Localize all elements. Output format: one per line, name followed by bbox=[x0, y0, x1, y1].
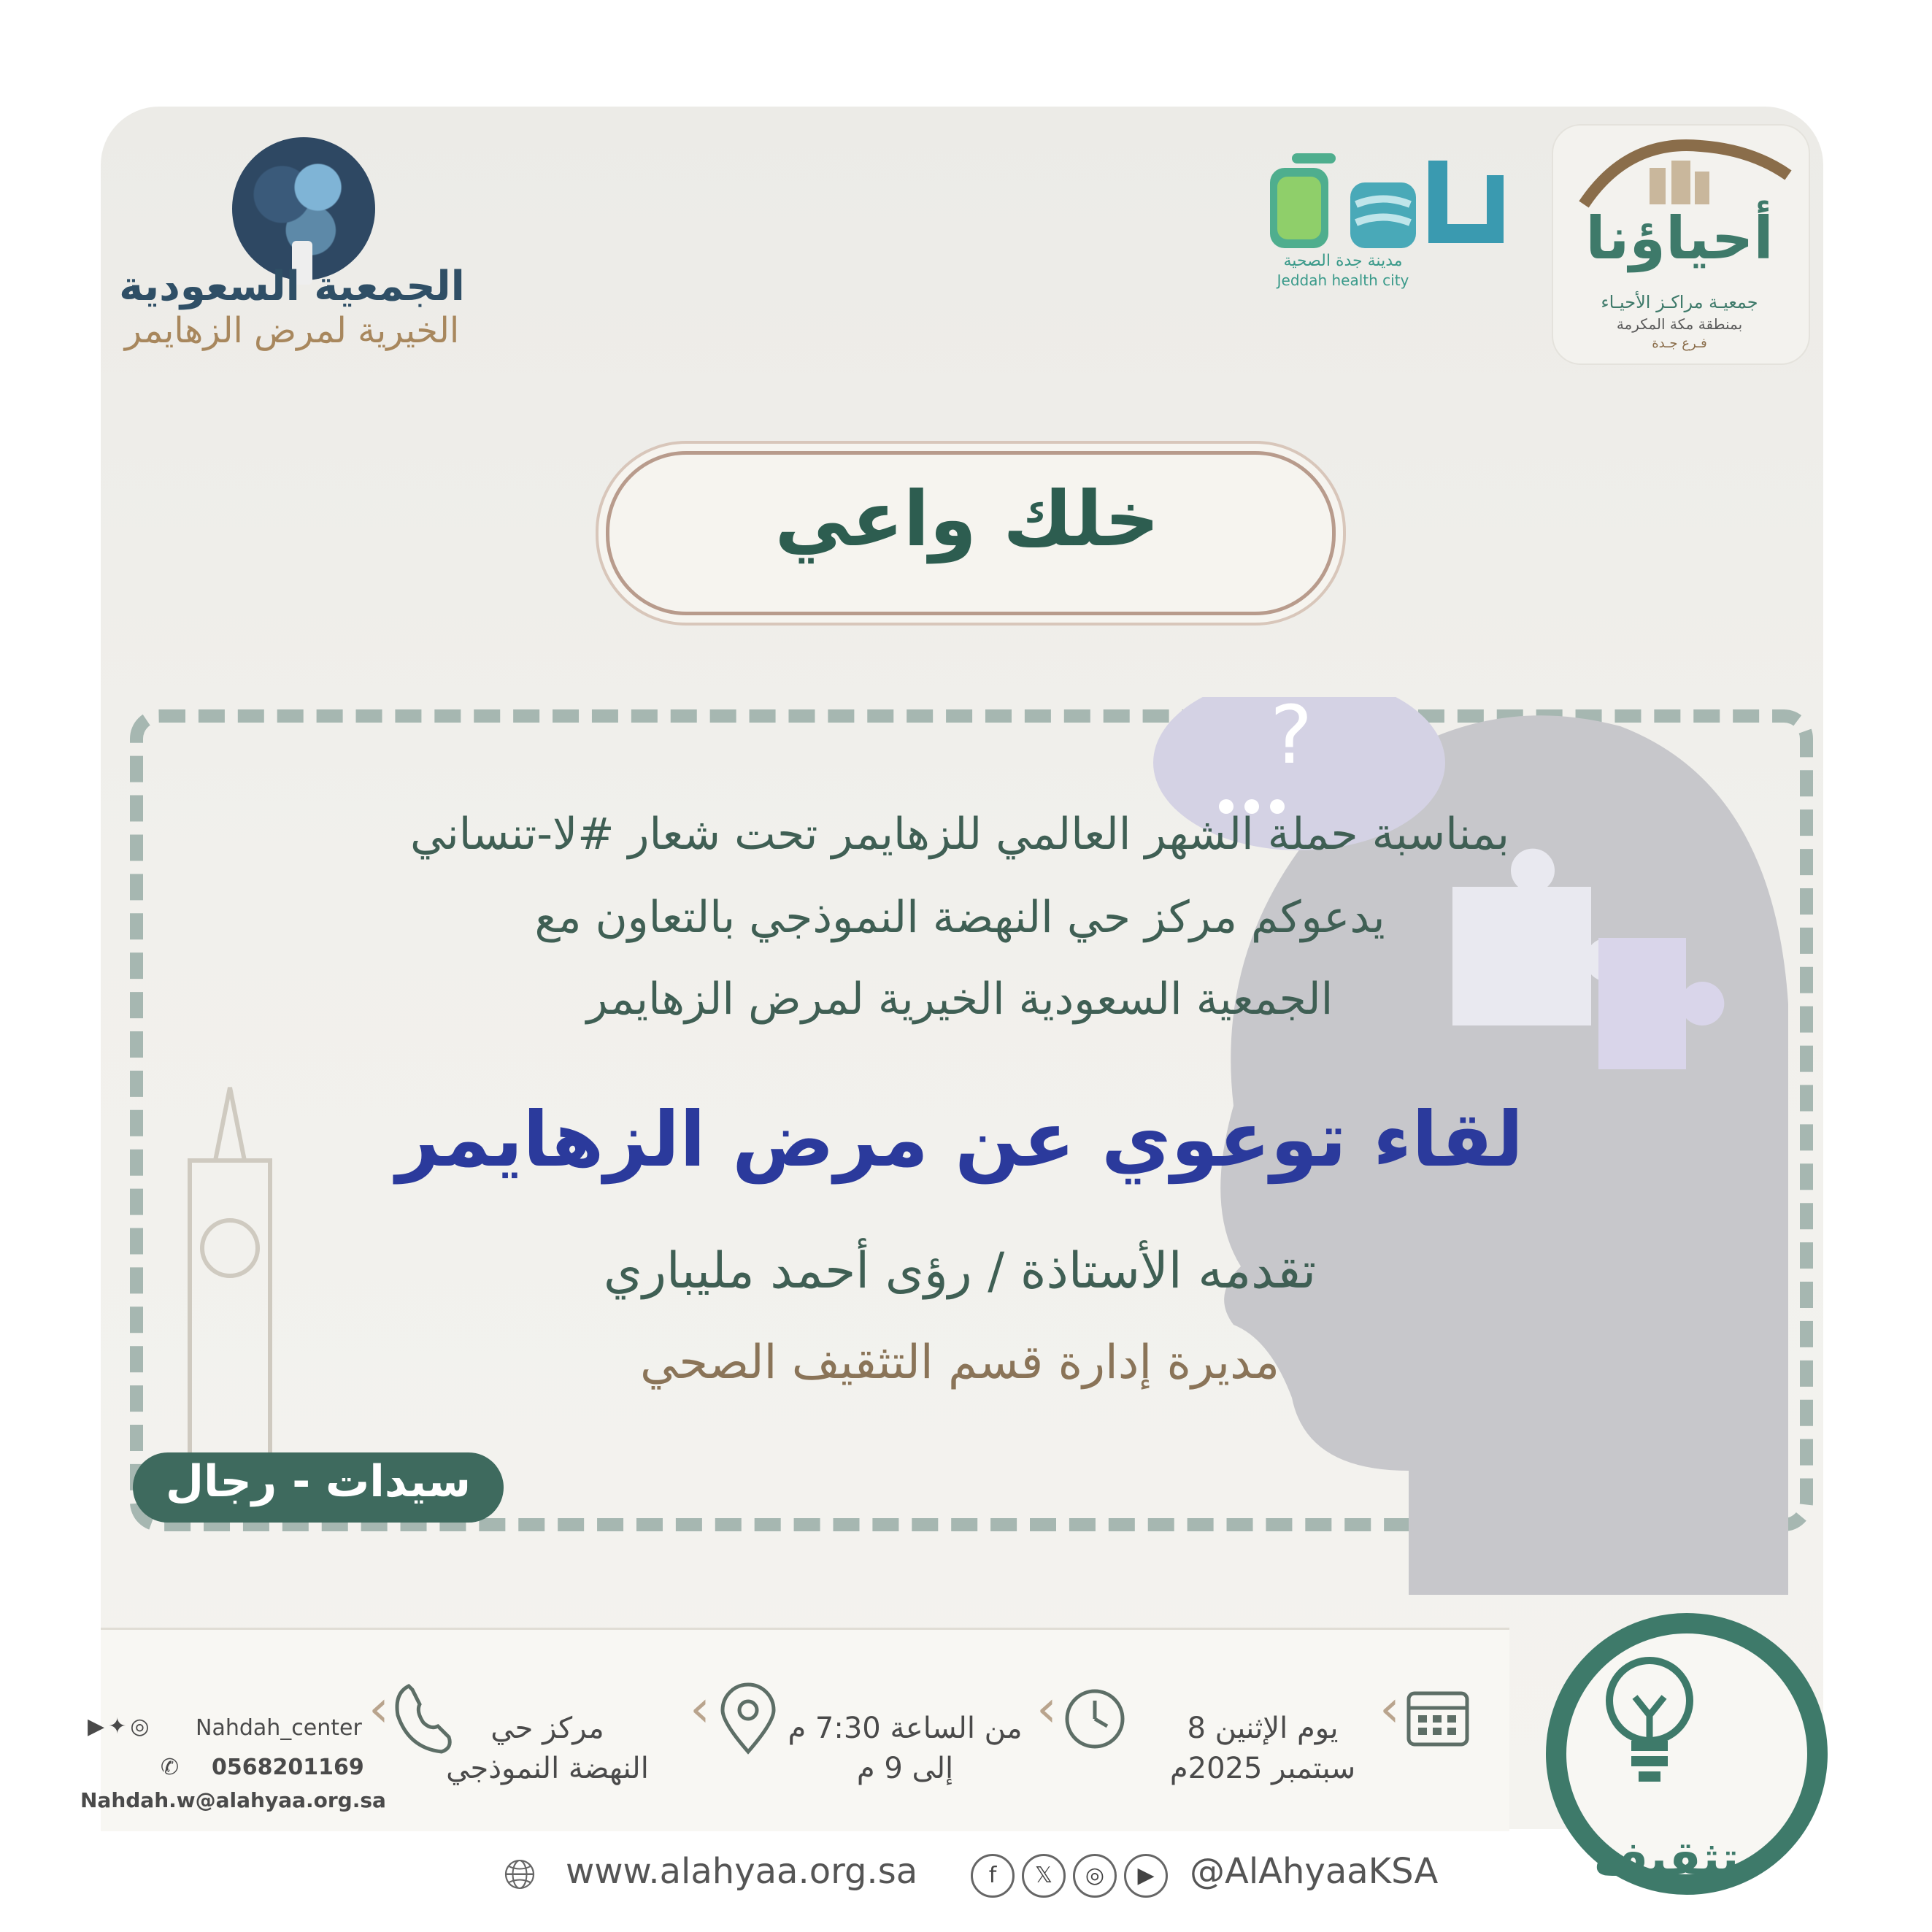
social-icons-small bbox=[88, 1714, 168, 1740]
website-link[interactable]: www.alahyaa.org.sa bbox=[566, 1851, 918, 1892]
audience-label: سيدات - رجال bbox=[165, 1456, 472, 1507]
event-place-line1: مركز حي bbox=[490, 1712, 604, 1745]
svg-text:?: ? bbox=[1270, 697, 1313, 782]
youtube-icon[interactable]: ▶ bbox=[88, 1714, 105, 1739]
event-place-line2: النهضة النموذجي bbox=[446, 1752, 649, 1785]
event-time-line2: إلى 9 م bbox=[856, 1752, 954, 1785]
invitation-line-1: بمناسبة حملة الشهر العالمي للزهايمر تحت شعار #لا-تنساني bbox=[410, 809, 1509, 860]
footer-separator: ‹ bbox=[1379, 1679, 1400, 1739]
alzheimer-org-subtitle: الخيرية لمرض الزهايمر bbox=[124, 310, 460, 351]
footer-separator: ‹ bbox=[690, 1679, 710, 1739]
clock-icon bbox=[1062, 1686, 1128, 1752]
jeddah-health-city-logo bbox=[1270, 153, 1504, 248]
phone-small-icon: ✆ bbox=[161, 1755, 180, 1780]
facebook-icon[interactable]: f bbox=[971, 1854, 1015, 1898]
calendar-icon bbox=[1405, 1682, 1471, 1748]
instagram-icon[interactable]: ◎ bbox=[130, 1714, 150, 1739]
youtube-bottom-icon[interactable]: ▶ bbox=[1124, 1854, 1168, 1898]
phone-number[interactable]: 0568201169 bbox=[212, 1755, 364, 1780]
footer-separator: ‹ bbox=[1036, 1679, 1057, 1739]
location-pin-icon bbox=[719, 1682, 777, 1755]
event-title: لقاء توعوي عن مرض الزهايمر bbox=[396, 1095, 1524, 1184]
invitation-line-3: الجمعية السعودية الخيرية لمرض الزهايمر bbox=[586, 974, 1333, 1025]
alzheimer-org-name: الجمعية السعودية bbox=[119, 263, 465, 310]
twitter-icon[interactable]: ✦ bbox=[108, 1714, 127, 1739]
event-date-line1: يوم الإثنين 8 bbox=[1187, 1712, 1339, 1745]
phone-icon bbox=[390, 1679, 456, 1759]
ahyaa-logo-line3: فـرع جـدة bbox=[1652, 336, 1707, 351]
jeddah-logo-english: Jeddah health city bbox=[1277, 272, 1409, 289]
campaign-title: خلك واعي bbox=[774, 474, 1160, 563]
presenter-name: تقدمه الأستاذة / رؤى أحمد مليباري bbox=[603, 1242, 1317, 1300]
footer-separator: ‹ bbox=[369, 1679, 389, 1739]
event-date-line2: سبتمبر 2025م bbox=[1169, 1752, 1356, 1785]
invitation-line-2: يدعوكم مركز حي النهضة النموذجي بالتعاون مع bbox=[534, 892, 1385, 943]
instagram-handle[interactable]: Nahdah_center bbox=[196, 1715, 362, 1741]
clock-tower-icon bbox=[146, 1058, 314, 1467]
x-icon[interactable]: 𝕏 bbox=[1022, 1854, 1066, 1898]
presenter-role: مديرة إدارة قسم التثقيف الصحي bbox=[640, 1336, 1279, 1390]
ahyaa-logo-line1: جمعيـة مراكـز الأحيـاء bbox=[1601, 292, 1758, 312]
ahyaa-logo-line2: بمنطقة مكة المكرمة bbox=[1616, 315, 1743, 333]
event-time-line1: من الساعة 7:30 م bbox=[788, 1712, 1023, 1745]
tathqeef-brand: تثقيف bbox=[1593, 1832, 1739, 1886]
ahyaa-skyline-icon bbox=[1569, 131, 1796, 212]
globe-icon: 🌐︎ bbox=[504, 1851, 536, 1898]
email-address[interactable]: Nahdah.w@alahyaa.org.sa bbox=[80, 1788, 386, 1812]
ahyaa-logo-name: أحياؤنا bbox=[1585, 204, 1774, 272]
lightbulb-icon bbox=[1598, 1650, 1701, 1796]
jeddah-logo-arabic: مدينة جدة الصحية bbox=[1283, 252, 1403, 270]
social-handle[interactable]: @AlAhyaaKSA bbox=[1190, 1851, 1439, 1892]
instagram-bottom-icon[interactable]: ◎ bbox=[1073, 1854, 1117, 1898]
